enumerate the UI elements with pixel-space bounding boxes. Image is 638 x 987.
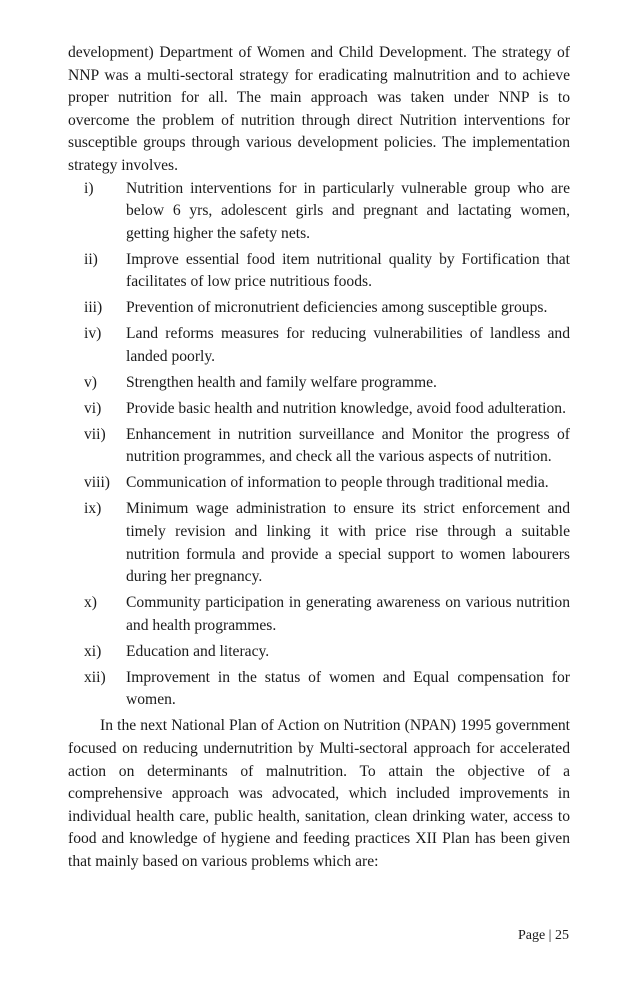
list-text: Improve essential food item nutritional quality by Fortification that facilitates of low price nutritious foods. — [126, 250, 570, 291]
list-number: xi) — [84, 642, 102, 660]
list-item — [68, 398, 570, 421]
list-text: Enhancement in nutrition surveillance and Monitor the progress of nutrition programmes, and check all the various aspects of nutrition. — [126, 425, 570, 466]
list-item — [68, 641, 570, 664]
intro-paragraph: development) Department of Women and Child Development. The strategy of NNP was a multi-sectoral strategy for eradicating malnutrition and to achieve proper nutrition for all. The main approach was taken under NNP is to overcome the problem of nutrition through direct Nutrition interventions for susceptible groups through various development policies. The implementation strategy involves. — [68, 44, 570, 174]
list-item — [68, 372, 570, 395]
list-text: Prevention of micronutrient deficiencies among susceptible groups. — [126, 299, 548, 317]
list-text: Provide basic health and nutrition knowledge, avoid food adulteration. — [126, 399, 566, 417]
list-text: Nutrition interventions for in particularly vulnerable group who are below 6 yrs, adolescent girls and pregnant and lactating women, getting higher the safety nets. — [126, 179, 570, 242]
list-item — [68, 323, 570, 368]
list-item — [68, 472, 570, 495]
list-number: iii) — [84, 299, 103, 317]
list-text: Strengthen health and family welfare programme. — [126, 373, 437, 391]
list-text: Minimum wage administration to ensure its strict enforcement and timely revision and linking it with price rise through a suitable nutrition formula and provide a special support to women labourers during her pregnancy. — [126, 500, 570, 586]
list-text: Community participation in generating awareness on various nutrition and health programmes. — [126, 594, 570, 634]
list-item — [68, 667, 570, 712]
list-number: ix) — [84, 500, 102, 518]
page-number: Page | 25 — [517, 928, 569, 943]
list-item — [68, 297, 570, 320]
list-text: Communication of information to people through traditional media. — [126, 474, 549, 492]
list-text: Education and literacy. — [126, 642, 270, 660]
list-item — [68, 498, 570, 588]
document-page — [68, 42, 570, 873]
list-number: viii) — [84, 474, 110, 492]
list-number: vii) — [84, 425, 106, 443]
list-number: x) — [84, 594, 97, 612]
strategy-list — [68, 178, 570, 712]
list-number: iv) — [84, 325, 102, 343]
list-item — [68, 592, 570, 637]
list-number: v) — [84, 373, 97, 391]
list-number: i) — [84, 179, 94, 197]
closing-paragraph: In the next National Plan of Action on Nutrition (NPAN) 1995 government focused on reducing undernutrition by Multi-sectoral approach for accelerated action on determinants of malnutrition. To attain the objective of a comprehensive approach was advocated, which included improvements in individual health care, public health, sanitation, clean drinking water, access to food and knowledge of hygiene and feeding practices XII Plan has been given that mainly based on various problems which are: — [68, 717, 570, 870]
list-text: Land reforms measures for reducing vulnerabilities of landless and landed poorly. — [126, 325, 570, 365]
list-item — [68, 424, 570, 469]
list-number: ii) — [84, 250, 98, 268]
list-item — [68, 249, 570, 294]
list-item — [68, 178, 570, 246]
list-text: Improvement in the status of women and Equal compensation for women. — [126, 668, 570, 709]
list-number: xii) — [84, 668, 106, 686]
list-number: vi) — [84, 399, 102, 417]
